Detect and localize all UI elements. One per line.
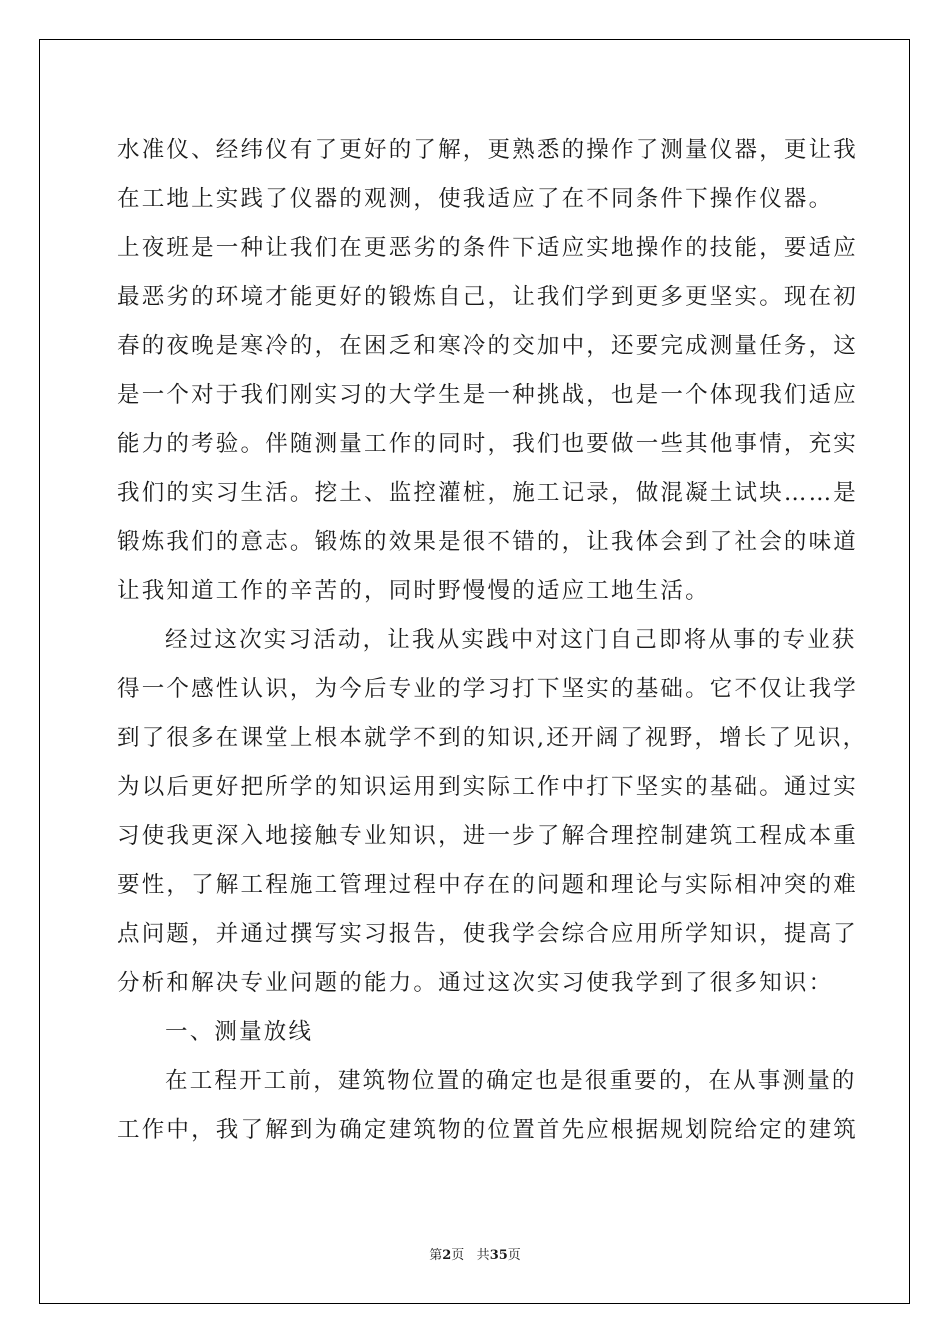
- text-line: 为以后更好把所学的知识运用到实际工作中打下坚实的基础。通过实: [117, 774, 859, 800]
- text-line: 到了很多在课堂上根本就学不到的知识,还开阔了视野，增长了见识，: [117, 725, 868, 751]
- text-line: 一、测量放线: [165, 1019, 314, 1045]
- footer-total-number: 35: [489, 1248, 508, 1263]
- text-line: 在工地上实践了仪器的观测，使我适应了在不同条件下操作仪器。: [117, 186, 834, 212]
- footer-page-prefix: 第: [429, 1248, 443, 1263]
- text-line: 锻炼我们的意志。锻炼的效果是很不错的，让我体会到了社会的味道: [117, 529, 859, 555]
- text-line: 工作中，我了解到为确定建筑物的位置首先应根据规划院给定的建筑: [117, 1117, 859, 1143]
- text-line: 分析和解决专业问题的能力。通过这次实习使我学到了很多知识：: [117, 970, 834, 996]
- text-line: 能力的考验。伴随测量工作的同时，我们也要做一些其他事情，充实: [117, 431, 859, 457]
- text-line: 让我知道工作的辛苦的，同时野慢慢的适应工地生活。: [117, 578, 710, 604]
- footer-page-number: 2: [442, 1248, 452, 1263]
- footer-total-prefix: 共: [476, 1248, 490, 1263]
- text-line: 要性，了解工程施工管理过程中存在的问题和理论与实际相冲突的难: [117, 872, 859, 898]
- text-line: 经过这次实习活动，让我从实践中对这门自己即将从事的专业获: [165, 627, 857, 653]
- text-line: 在工程开工前，建筑物位置的确定也是很重要的，在从事测量的: [165, 1068, 857, 1094]
- text-line: 春的夜晚是寒冷的，在困乏和寒冷的交加中，还要完成测量任务，这: [117, 333, 859, 359]
- text-line: 习使我更深入地接触专业知识，进一步了解合理控制建筑工程成本重: [117, 823, 859, 849]
- text-line: 点问题，并通过撰写实习报告，使我学会综合应用所学知识，提高了: [117, 921, 859, 947]
- text-line: 是一个对于我们刚实习的大学生是一种挑战，也是一个体现我们适应: [117, 382, 859, 408]
- text-line: 得一个感性认识，为今后专业的学习打下坚实的基础。它不仅让我学: [117, 676, 859, 702]
- footer-total-suffix: 页: [507, 1248, 521, 1263]
- footer-page-suffix: 页: [451, 1248, 465, 1263]
- page-footer: [0, 1244, 950, 1263]
- text-line: 我们的实习生活。挖土、监控灌桩，施工记录，做混凝土试块……是: [117, 480, 859, 506]
- text-line: 水准仪、经纬仪有了更好的了解，更熟悉的操作了测量仪器，更让我: [117, 137, 859, 163]
- text-line: 最恶劣的环境才能更好的锻炼自己，让我们学到更多更坚实。现在初: [117, 284, 859, 310]
- text-line: 上夜班是一种让我们在更恶劣的条件下适应实地操作的技能，要适应: [117, 235, 859, 261]
- document-body: [117, 126, 868, 1155]
